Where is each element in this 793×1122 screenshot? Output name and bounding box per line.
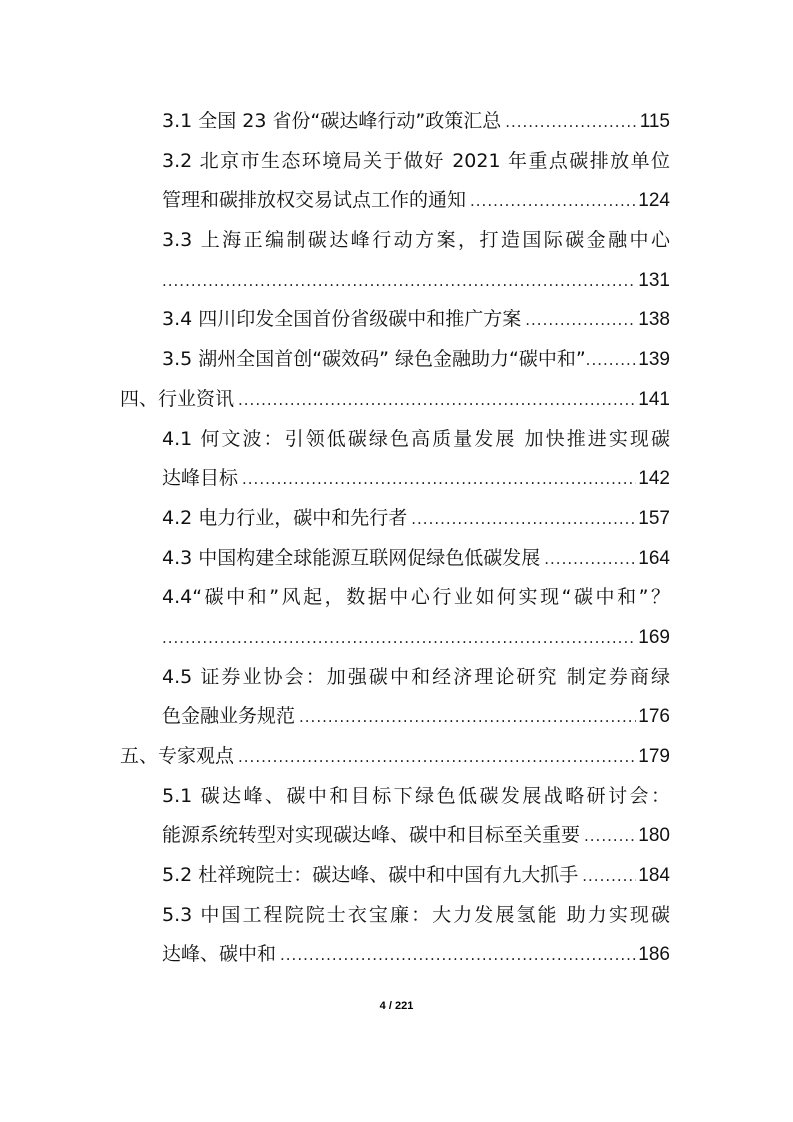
toc-entry[interactable] <box>0 896 793 975</box>
toc-section-page: 179 <box>638 746 670 767</box>
toc-entry-title-cont: 色金融业务规范 <box>162 705 296 728</box>
toc-section-title: 五、专家观点 <box>120 745 235 767</box>
toc-entry[interactable] <box>0 102 793 142</box>
toc-entry[interactable] <box>0 221 793 300</box>
toc-entry-title: 3.1 全国 23 省份“碳达峰行动”政策汇总 <box>162 110 502 132</box>
toc-entry-title-cont: 达峰、碳中和 <box>162 943 277 966</box>
toc-entry[interactable] <box>0 300 793 340</box>
toc-entry-title: 5.1 碳达峰、碳中和目标下绿色低碳发展战略研讨会： <box>162 784 670 807</box>
leader-dots <box>162 619 636 658</box>
toc-entry-title-cont: 达峰目标 <box>162 467 239 490</box>
toc-entry[interactable] <box>0 777 793 856</box>
toc-entry-title-cont: 管理和碳排放权交易试点工作的通知 <box>162 189 467 212</box>
leader-dots <box>280 936 636 975</box>
toc-entry[interactable] <box>0 142 793 221</box>
toc-entry-page: 184 <box>638 865 670 887</box>
leader-dots <box>242 460 636 499</box>
toc-entry-page: 124 <box>638 190 670 212</box>
toc-entry-title: 3.2 北京市生态环境局关于做好 2021 年重点碳排放单位 <box>162 149 670 172</box>
toc-entry-page: 131 <box>638 269 670 291</box>
toc-entry-page: 157 <box>638 507 670 529</box>
leader-dots <box>505 103 638 142</box>
toc-entry[interactable] <box>0 420 793 499</box>
leader-dots <box>586 341 637 380</box>
toc-entry[interactable] <box>0 539 793 579</box>
toc-entry-title: 4.5 证券业协会：加强碳中和经济理论研究 制定券商绿 <box>162 665 670 688</box>
toc-entry-page: 169 <box>638 626 670 648</box>
toc-entry[interactable] <box>0 499 793 539</box>
toc-entry-title: 4.3 中国构建全球能源互联网促绿色低碳发展 <box>162 546 541 569</box>
toc-entry-page: 186 <box>638 944 670 966</box>
leader-dots <box>238 738 636 777</box>
toc-entry[interactable] <box>0 578 793 657</box>
toc-entry-page: 139 <box>638 349 670 371</box>
leader-dots <box>584 817 636 856</box>
leader-dots <box>299 698 636 737</box>
toc-entry[interactable] <box>0 340 793 380</box>
toc-entry-page: 138 <box>638 309 670 331</box>
toc-section-page: 141 <box>638 388 670 410</box>
toc-entry[interactable] <box>0 856 793 896</box>
leader-dots <box>238 381 636 420</box>
toc-entry-title: 3.3 上海正编制碳达峰行动方案，打造国际碳金融中心 <box>162 229 670 252</box>
leader-dots <box>525 301 636 340</box>
toc-entry-title: 5.3 中国工程院院士衣宝廉：大力发展氢能 助力实现碳 <box>162 903 670 926</box>
toc-entry-page: 180 <box>638 825 670 847</box>
toc-section[interactable] <box>0 380 793 420</box>
leader-dots <box>162 262 636 301</box>
leader-dots <box>470 182 636 221</box>
toc-entry-title: 4.4“碳中和”风起，数据中心行业如何实现“碳中和”？ <box>162 586 670 609</box>
leader-dots <box>544 540 636 579</box>
toc-section[interactable] <box>0 737 793 777</box>
toc-entry-title: 3.5 湖州全国首创“碳效码” 绿色金融助力“碳中和” <box>162 348 586 371</box>
toc-entry-title-cont: 能源系统转型对实现碳达峰、碳中和目标至关重要 <box>162 824 581 847</box>
toc-entry-title: 4.1 何文波：引领低碳绿色高质量发展 加快推进实现碳 <box>162 427 670 450</box>
table-of-contents <box>0 102 793 975</box>
toc-entry-page: 164 <box>638 547 670 569</box>
toc-section-title: 四、行业资讯 <box>120 387 235 410</box>
page-number: 4 / 221 <box>379 1000 414 1012</box>
toc-entry-title: 3.4 四川印发全国首份省级碳中和推广方案 <box>162 308 522 331</box>
toc-entry-title: 5.2 杜祥琬院士：碳达峰、碳中和中国有九大抓手 <box>162 864 579 887</box>
toc-entry-page: 142 <box>638 468 670 490</box>
leader-dots <box>582 857 636 896</box>
toc-entry-page: 115 <box>639 111 670 132</box>
toc-entry[interactable] <box>0 658 793 737</box>
toc-entry-page: 176 <box>638 706 670 728</box>
leader-dots <box>411 500 636 539</box>
toc-entry-title: 4.2 电力行业，碳中和先行者 <box>162 506 408 529</box>
